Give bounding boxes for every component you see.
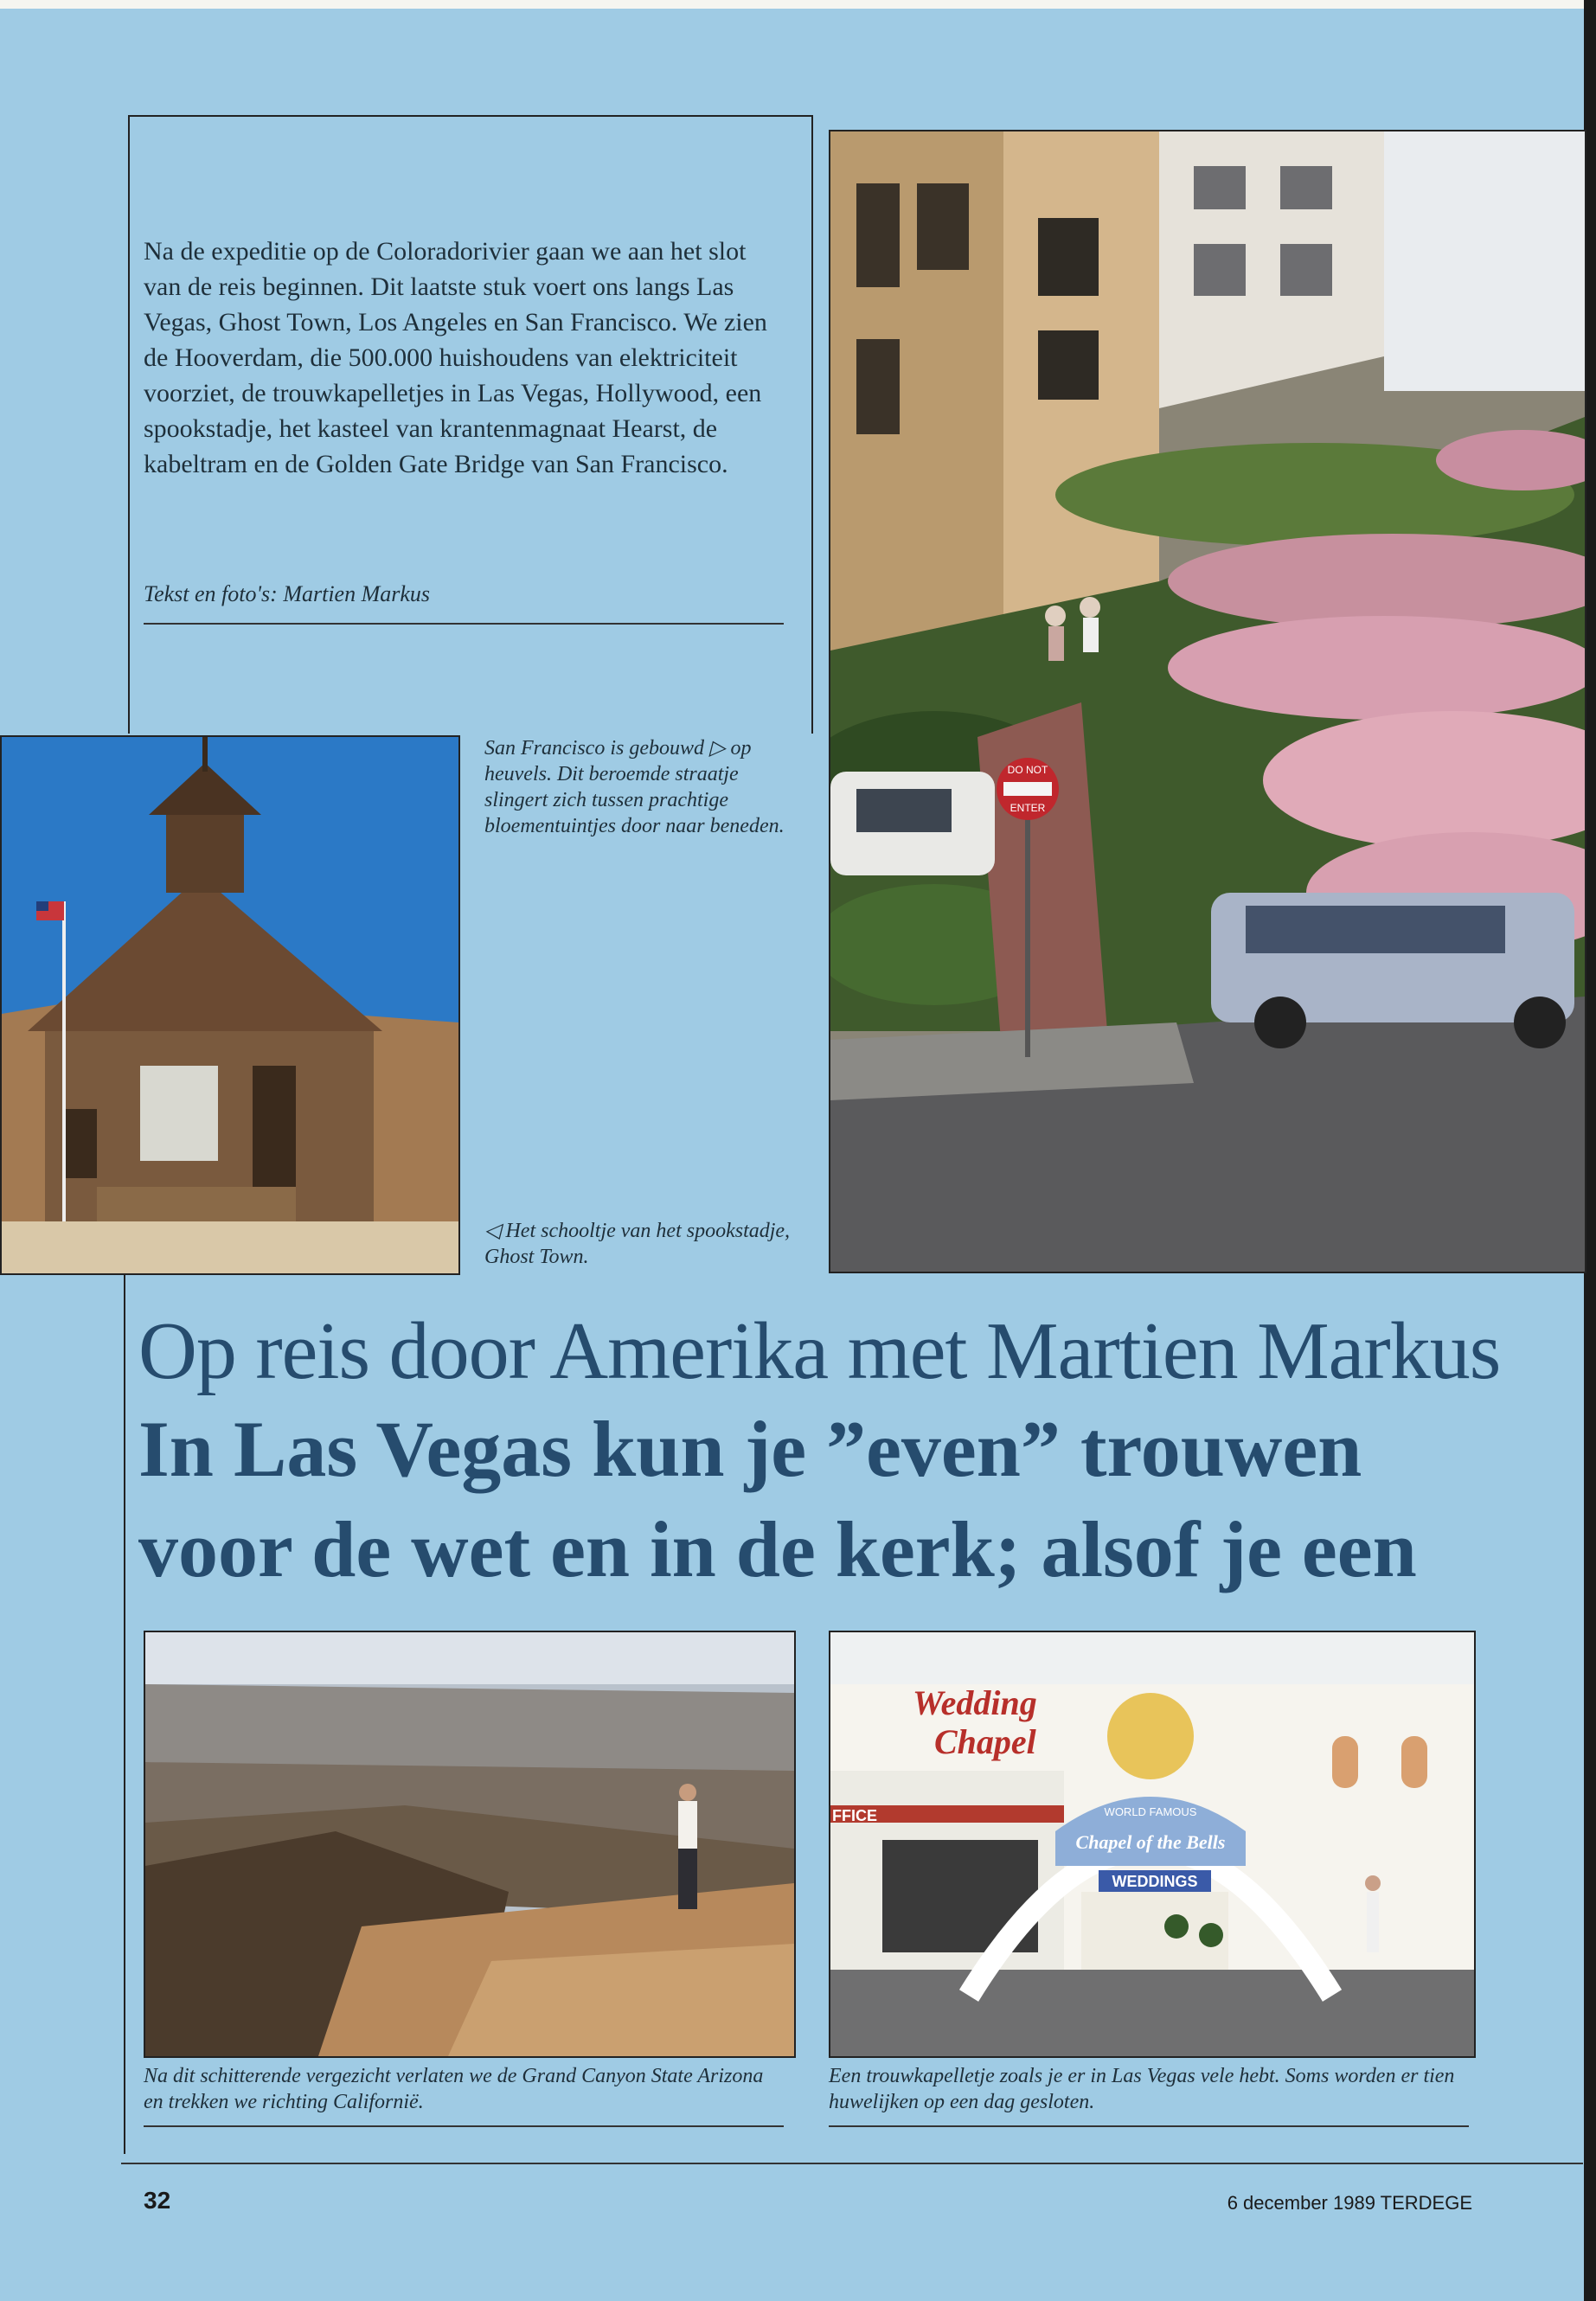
footer-rule [121,2163,1583,2164]
lombard-street-photo [829,130,1586,1273]
photo-credit: Tekst en foto's: Martien Markus [144,581,784,625]
stop-sign-text-top: DO NOT [1007,764,1048,776]
office-sign: FFICE [832,1807,877,1824]
chapel-sign-wedding: Wedding [913,1683,1037,1722]
wedding-chapel-photo [829,1631,1476,2058]
page-top-edge [0,0,1596,9]
chapel-arch-world-famous: WORLD FAMOUS [1104,1805,1197,1818]
headline-line-3: voor de wet en in de kerk; alsof je een [138,1505,1417,1593]
caption-grand-canyon: Na dit schitterende vergezicht verlaten we de Grand Canyon State Arizona en trekken we richting Californië. [144,2063,784,2127]
frame-line-left [128,115,130,734]
page-number: 32 [144,2187,171,2214]
chapel-arch-name: Chapel of the Bells [1075,1831,1226,1853]
intro-paragraph: Na de expeditie op de Coloradorivier gaan we aan het slot van de reis beginnen. Dit laatste stuk voert ons langs Las Vegas, Ghost Town, Los Angeles en San Francisco. We zien de Hooverdam, die 500.000 huishoudens van elektriciteit voorziet, de trouwkapelletjes in Las Vegas, Hollywood, een spookstadje, het kasteel van krantenmagnaat Hearst, de kabeltram en de Golden Gate Bridge van San Francisco. [144,237,767,478]
caption-ghost-town: ◁ Het schooltje van het spookstadje, Ghost Town. [484,1220,791,1268]
stop-sign-text-bottom: ENTER [1010,802,1046,814]
frame-line-top [128,115,811,117]
headline-line-2: In Las Vegas kun je ”even” trouwen [138,1405,1362,1493]
grand-canyon-photo [144,1631,796,2058]
issue-date: 6 december 1989 TERDEGE [1227,2192,1472,2214]
ghost-town-school-photo [0,735,460,1275]
caption-wedding-chapel: Een trouwkapelletje zoals je er in Las Vegas vele hebt. Soms worden er tien huwelijken op een dag gesloten. [829,2063,1469,2127]
chapel-sign-chapel: Chapel [934,1722,1036,1761]
chapel-banner-weddings: WEDDINGS [1112,1873,1198,1890]
frame-line-column [811,115,813,734]
caption-san-francisco: San Francisco is gebouwd ▷ op heuvels. Dit beroemde straatje slingert zich tussen prachtige bloementuintjes door naar beneden. [484,737,785,837]
frame-line-left-lower [124,1272,125,2154]
headline-line-1: Op reis door Amerika met Martien Markus [138,1306,1501,1396]
